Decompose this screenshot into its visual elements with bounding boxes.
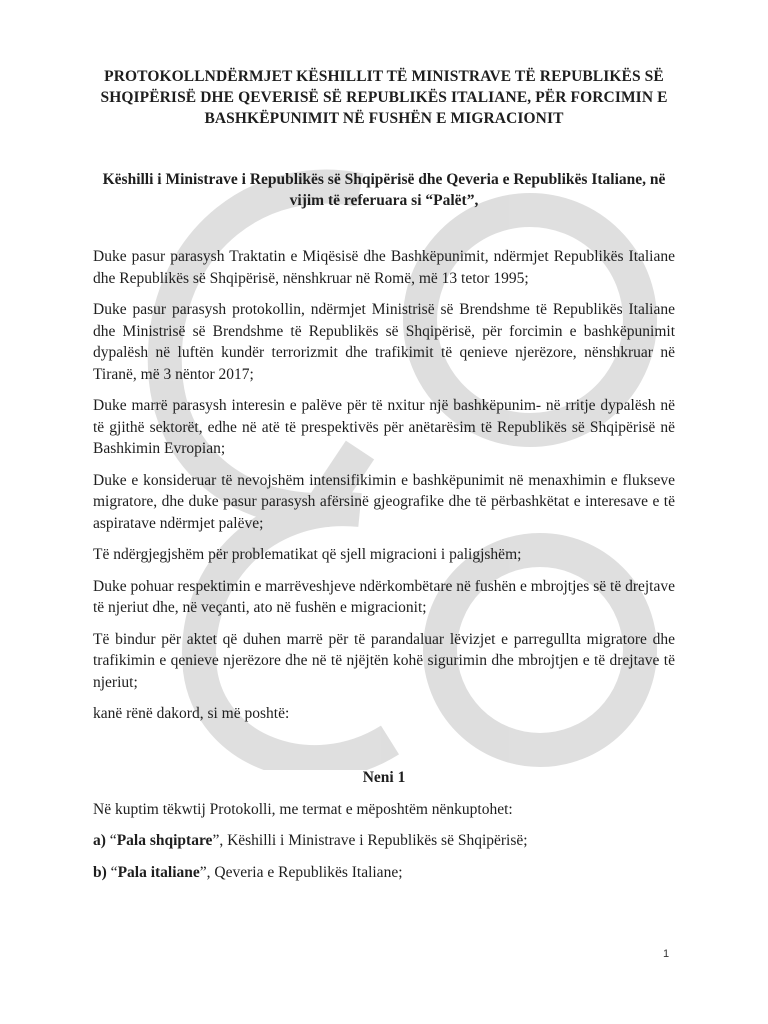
definition-open-quote: “ (105, 832, 117, 849)
page-number: 1 (663, 948, 670, 960)
preamble-paragraph: Të bindur për aktet që duhen marrë për të parandaluar lëvizjet e parregullta migratore dhe trafikimin e qenieve njerëzore dhe në të njëjtën kohë sigurimin dhe mbrojtjen e të drejtave të njeriut; (93, 630, 675, 691)
definition-item (93, 830, 675, 852)
definition-open-quote: “ (106, 863, 118, 881)
article-intro: Në kuptim tëkwtij Protokolli, me termat e mëposhtëm nënkuptohet: (93, 800, 513, 818)
document-body (93, 66, 675, 893)
definition-term: Pala italiane (117, 863, 200, 881)
definition-text: ”, Këshilli i Ministrave i Republikës së Shqipërisë; (212, 832, 528, 849)
preamble-paragraph: Duke marrë parasysh interesin e palëve për të nxitur një bashkëpunim- në rritje dypalësh në të gjithë sektorët, edhe në atë të prespektivës për anëtarësim të Republikës së Shqipërisë në Bashkimin Evropian; (93, 397, 675, 457)
preamble-paragraph: Të ndërgjegjshëm për problematikat që sjell migracioni i paligjshëm; (93, 546, 522, 563)
parties-heading: Këshilli i Ministrave i Republikës së Shqipërisë dhe Qeveria e Republikës Italiane, në vijim të referuara si “Palët”, (102, 171, 666, 209)
definition-term: Pala shqiptare (116, 832, 213, 849)
preamble-paragraph: Duke pasur parasysh protokollin, ndërmjet Ministrisë së Brendshme të Republikës Italiane dhe Ministrisë së Brendshme të Republikës së Shqipërisë, për forcimin e bashkëpunimit dypalësh në luftën kundër terrorizmit dhe trafikimit të qenieve njerëzore, nënshkruar në Tiranë, më 3 nëntor 2017; (93, 301, 675, 383)
preamble-paragraph: Duke e konsideruar të nevojshëm intensifikimin e bashkëpunimit në menaxhimin e flukseve migratore, dhe duke pasur parasysh afërsinë gjeografike dhe të përbashkëtat e interesave e të aspiratave ndërmjet palëve; (93, 471, 675, 532)
preamble-paragraph: Duke pohuar respektimin e marrëveshjeve ndërkombëtare në fushën e mbrojtjes së të drejtave të njeriut dhe, në veçanti, ato në fushën e migracionit; (93, 577, 675, 616)
definition-marker: a) (93, 832, 106, 849)
agreement-statement: kanë rënë dakord, si më poshtë: (93, 705, 290, 722)
document-title: PROTOKOLLNDËRMJET KËSHILLIT TË MINISTRAVE TË REPUBLIKËS SË SHQIPËRISË DHE QEVERISË SË REPUBLIKËS ITALIANE, PËR FORCIMIN E BASHKËPUNIMIT NË FUSHËN E MIGRACIONIT (100, 68, 668, 127)
preamble-paragraph: Duke pasur parasysh Traktatin e Miqësisë dhe Bashkëpunimit, ndërmjet Republikës Italiane dhe Republikës së Shqipërisë, nënshkruar në Romë, më 13 tetor 1995; (93, 248, 675, 287)
definition-text: ”, Qeveria e Republikës Italiane; (199, 863, 403, 881)
definition-item (93, 862, 675, 884)
article-title: Neni 1 (362, 768, 406, 786)
definition-marker: b) (93, 863, 107, 881)
